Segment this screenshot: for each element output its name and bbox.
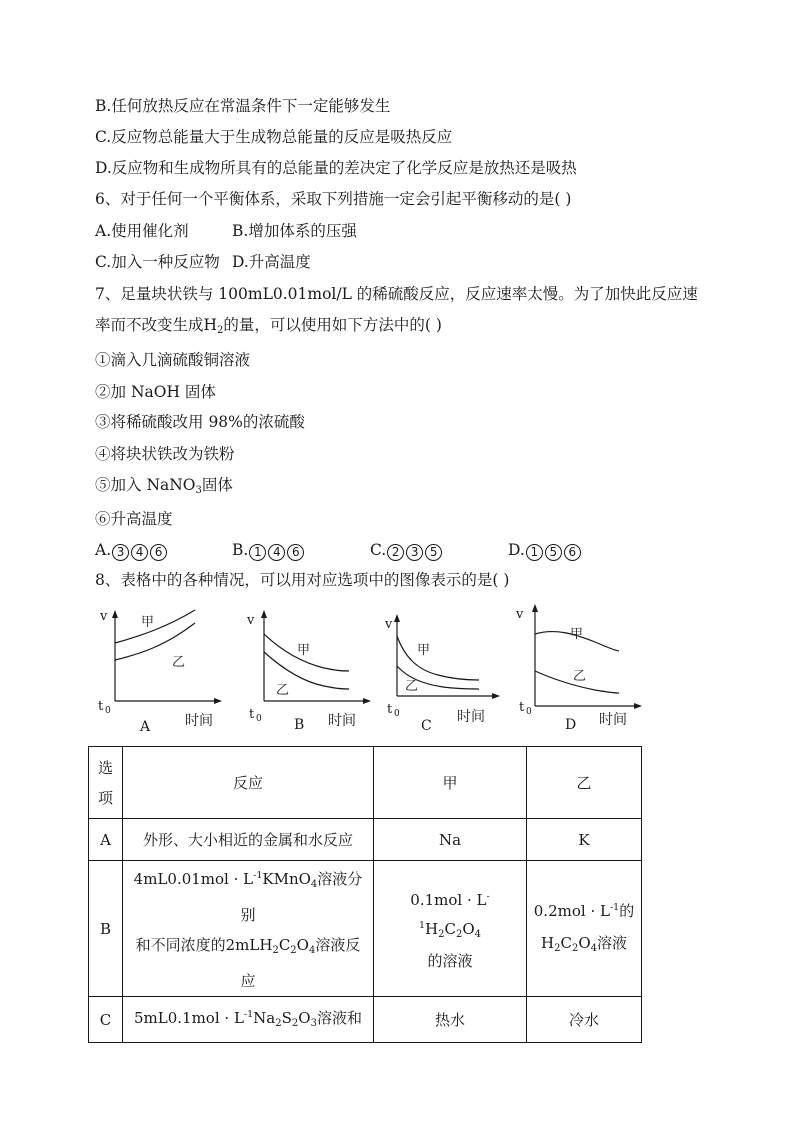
method-1-text: 滴入几滴硫酸铜溶液 xyxy=(110,351,251,369)
rb-y3: 的 xyxy=(619,902,635,920)
method-5-number: ⑤ xyxy=(95,476,111,494)
graph-b-v-label: v xyxy=(247,613,255,628)
ring-number: 4 xyxy=(131,544,148,561)
row-b-option: B xyxy=(89,861,123,997)
rb-t4: 4 xyxy=(310,879,318,890)
graph-d-time-label: 时间 xyxy=(599,712,627,728)
question-8: 8、表格中的各种情况，可以用对应选项中的图像表示的是( ) xyxy=(95,571,510,589)
q7-text-a: 率而不改变生成H xyxy=(95,316,218,334)
graph-d-t0-sub: 0 xyxy=(526,707,532,717)
method-3 xyxy=(95,412,305,432)
q7-text-b: 的量，可以使用如下方法中的( ) xyxy=(223,316,442,334)
rc-t6: 2 xyxy=(291,1018,299,1029)
q7-option-c xyxy=(370,540,443,561)
graph-b-caption: B xyxy=(294,717,305,733)
method-5-text-a: 加入 NaNO xyxy=(110,476,196,494)
graph-b-svg xyxy=(244,598,384,738)
rb-t10: O xyxy=(296,936,309,954)
graph-a-time-label: 时间 xyxy=(185,713,213,729)
rb-j8: 4 xyxy=(474,928,482,940)
row-b-yi xyxy=(527,861,642,997)
graph-a-caption: A xyxy=(140,719,151,735)
row-a-option: A xyxy=(89,819,123,861)
q7-option-b-letter: B. xyxy=(232,541,249,559)
q7-option-d-letter: D. xyxy=(508,541,525,559)
graph-c-t0-sub: 0 xyxy=(394,709,400,719)
option-d-text: D.反应物和生成物所具有的总能量的差决定了化学反应是放热还是吸热 xyxy=(95,159,577,177)
method-5 xyxy=(95,475,233,501)
graph-a xyxy=(95,598,235,738)
graph-b xyxy=(244,598,384,738)
ring-number: 6 xyxy=(150,544,167,561)
rb-t8: C xyxy=(278,936,291,954)
graph-d-t-arrow xyxy=(634,703,642,709)
method-6-text: 升高温度 xyxy=(110,510,173,528)
rb-j4: 2 xyxy=(438,928,445,940)
rb-j7: O xyxy=(462,919,475,938)
rb-t9: 2 xyxy=(290,945,297,956)
graph-c-v-label: v xyxy=(385,617,393,632)
graph-b-t0-label: t xyxy=(249,707,255,722)
option-c-text: C.反应物总能量大于生成物总能量的反应是吸热反应 xyxy=(95,128,453,146)
ring-number: 5 xyxy=(545,544,562,561)
method-5-text-b: 固体 xyxy=(201,476,233,494)
rb-y4: H xyxy=(540,934,555,952)
rc-t5: S xyxy=(281,1009,292,1027)
row-a-reaction: 外形、大小相近的金属和水反应 xyxy=(123,819,374,861)
row-c-jia: 热水 xyxy=(374,997,527,1043)
graph-d-t0-label: t xyxy=(519,700,525,715)
rb-y1: 0.2mol · L xyxy=(533,902,610,920)
graph-a-v-arrow xyxy=(112,610,118,618)
graph-b-v-arrow xyxy=(261,610,267,618)
graph-d-v-arrow xyxy=(532,604,538,612)
option-b-text: B.任何放热反应在常温条件下一定能够发生 xyxy=(95,97,391,115)
graph-c-yi-label: 乙 xyxy=(405,679,419,694)
q7-option-a-letter: A. xyxy=(95,541,112,559)
question-7-line2 xyxy=(95,315,442,341)
graph-d-svg xyxy=(515,598,655,738)
method-5-subscript: 3 xyxy=(195,485,202,496)
ring-number: 5 xyxy=(425,544,442,561)
rb-t13: 应 xyxy=(240,972,256,990)
rc-t3: Na xyxy=(253,1009,276,1027)
rb-t3: KMnO xyxy=(262,870,311,888)
rb-t7: 2 xyxy=(272,945,279,956)
q7-option-d xyxy=(508,540,582,561)
graph-a-jia-curve xyxy=(115,610,195,643)
graph-c-v-arrow xyxy=(394,614,400,622)
graph-a-svg xyxy=(95,598,235,738)
ring-number: 3 xyxy=(112,544,129,561)
row-c-yi: 冷水 xyxy=(527,997,642,1043)
row-c-option: C xyxy=(89,997,123,1043)
rb-t5: 溶液分别 xyxy=(240,870,363,924)
graph-a-t-arrow xyxy=(214,698,222,704)
ring-number: 1 xyxy=(526,544,543,561)
q7-option-c-letter: C. xyxy=(370,541,387,559)
graph-c-t0-label: t xyxy=(387,702,393,717)
graph-b-yi-label: 乙 xyxy=(276,683,290,698)
rb-y5: 2 xyxy=(554,943,561,954)
graph-b-jia-label: 甲 xyxy=(297,643,311,658)
row-c-reaction xyxy=(123,997,374,1043)
row-b-jia xyxy=(374,861,527,997)
rb-y6: C xyxy=(560,934,572,952)
graph-c-jia-label: 甲 xyxy=(417,643,431,658)
method-4 xyxy=(95,444,235,464)
graph-d-jia-label: 甲 xyxy=(570,627,584,642)
rb-y7: 2 xyxy=(571,943,579,954)
method-2-number: ② xyxy=(95,383,111,401)
q6-option-a: A.使用催化剂 xyxy=(95,222,189,240)
rb-j9: 的溶液 xyxy=(427,951,473,970)
header-option: 选项 xyxy=(89,747,123,819)
header-yi: 乙 xyxy=(527,747,642,819)
table-row xyxy=(89,997,642,1043)
graph-a-jia-label: 甲 xyxy=(141,615,155,630)
ring-number: 2 xyxy=(387,544,404,561)
q6-option-d: D.升高温度 xyxy=(232,253,311,271)
header-reaction: 反应 xyxy=(123,747,374,819)
rb-j6: 2 xyxy=(455,928,463,940)
question-7-line1: 7、足量块状铁与 100mL0.01mol/L 的稀硫酸反应，反应速率太慢。为了加快此反应速 xyxy=(95,285,698,303)
method-3-text: 将稀硫酸改用 98%的浓硫酸 xyxy=(110,413,305,431)
graph-d-v-label: v xyxy=(516,607,524,622)
q6-option-b: B.增加体系的压强 xyxy=(232,222,357,240)
graph-a-t0-sub: 0 xyxy=(105,706,111,716)
graph-a-v-label: v xyxy=(100,609,108,624)
graph-c-t-arrow xyxy=(492,693,500,699)
method-6 xyxy=(95,509,173,529)
graph-b-time-label: 时间 xyxy=(328,713,356,729)
rb-t1: 4mL0.01mol · L xyxy=(133,870,254,888)
graph-b-t-arrow xyxy=(363,698,371,704)
method-1 xyxy=(95,350,250,370)
graph-a-t0-label: t xyxy=(98,699,104,714)
graph-c-caption: C xyxy=(421,718,432,734)
question-6: 6、对于任何一个平衡体系，采取下列措施一定会引起平衡移动的是( ) xyxy=(95,190,572,208)
table-row xyxy=(89,819,642,861)
rb-y8: O xyxy=(578,934,591,952)
ring-number: 3 xyxy=(406,544,423,561)
rb-j3: H xyxy=(425,919,439,938)
graph-c-time-label: 时间 xyxy=(457,709,485,725)
rb-y9: 4 xyxy=(590,943,597,954)
method-2 xyxy=(95,382,216,402)
rc-t9: 溶液和 xyxy=(316,1009,362,1027)
row-b-reaction xyxy=(123,861,374,997)
graph-a-yi-label: 乙 xyxy=(172,655,186,670)
header-jia: 甲 xyxy=(374,747,527,819)
graph-d-caption: D xyxy=(565,717,577,733)
table-row xyxy=(89,861,642,997)
q6-option-c: C.加入一种反应物 xyxy=(95,253,220,271)
graph-c-jia-curve xyxy=(397,636,479,680)
graph-c xyxy=(383,598,523,738)
rb-y10: 溶液 xyxy=(597,934,628,952)
rc-t1: 5mL0.1mol · L xyxy=(134,1009,244,1027)
q7-option-b xyxy=(232,540,305,561)
method-4-text: 将块状铁改为铁粉 xyxy=(110,445,235,463)
rb-t2: -1 xyxy=(253,870,263,881)
ring-number: 6 xyxy=(287,544,304,561)
rc-t7: O xyxy=(298,1009,311,1027)
rb-t11: 4 xyxy=(308,945,316,956)
row-a-yi: K xyxy=(527,819,642,861)
graph-d-yi-label: 乙 xyxy=(573,669,587,684)
reaction-table xyxy=(88,746,642,1043)
rb-j1: 0.1mol · L xyxy=(410,890,487,909)
graph-c-svg xyxy=(383,598,523,738)
rc-t8: 3 xyxy=(310,1018,317,1029)
rb-y2: -1 xyxy=(609,902,620,913)
graph-b-t0-sub: 0 xyxy=(256,714,262,724)
method-4-number: ④ xyxy=(95,445,111,463)
rc-t2: -1 xyxy=(243,1009,254,1020)
method-1-number: ① xyxy=(95,351,111,369)
ring-number: 1 xyxy=(249,544,266,561)
rb-j2: -1 xyxy=(418,890,490,931)
rb-t6: 和不同浓度的2mLH xyxy=(135,936,273,954)
method-6-number: ⑥ xyxy=(95,510,111,528)
ring-number: 4 xyxy=(268,544,285,561)
rb-j5: C xyxy=(444,919,456,938)
q7-h2-subscript: 2 xyxy=(217,325,224,336)
ring-number: 6 xyxy=(564,544,581,561)
method-3-number: ③ xyxy=(95,413,111,431)
rc-t4: 2 xyxy=(275,1018,282,1029)
graph-d xyxy=(515,598,655,738)
table-header-row xyxy=(89,747,642,819)
q7-option-a xyxy=(95,540,168,561)
method-2-text: 加 NaOH 固体 xyxy=(110,383,216,401)
row-a-jia: Na xyxy=(374,819,527,861)
rb-t12: 溶液反 xyxy=(315,936,361,954)
